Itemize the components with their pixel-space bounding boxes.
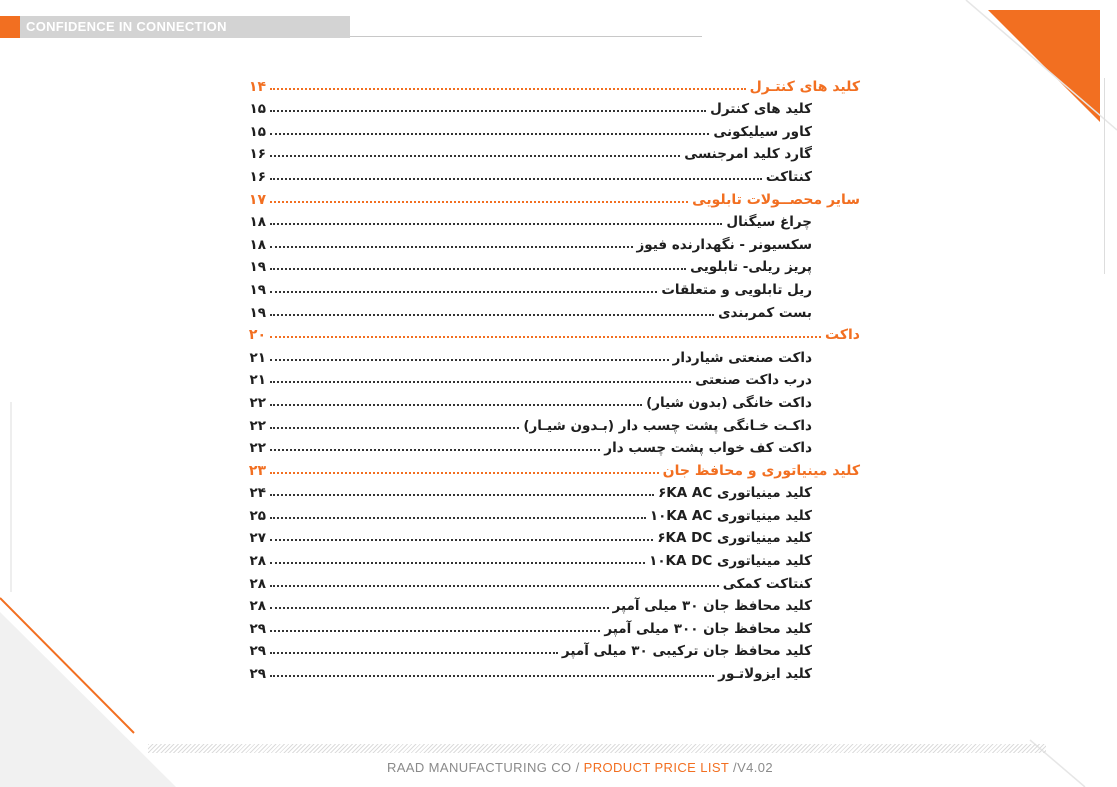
toc-page-number: ۱۹ (249, 281, 266, 298)
toc-entry-label: ریل تابلویی و متعلقات (661, 281, 812, 298)
toc-page-number: ۱۹ (249, 304, 266, 321)
right-side-rule (1104, 78, 1105, 274)
toc-leader-dots (270, 178, 762, 180)
toc-entry-label: کلید مینیاتوری ۶KA AC (658, 485, 812, 502)
toc-item-row[interactable] (244, 366, 812, 389)
footer-document-title: PRODUCT PRICE LIST (583, 760, 730, 775)
toc-page-number: ۱۸ (249, 236, 266, 253)
toc-item-row[interactable] (244, 546, 812, 569)
toc-entry-label: کنتاکت کمکی (722, 575, 812, 592)
header-rule (350, 36, 702, 37)
left-side-rule (10, 402, 12, 592)
toc-entry-label: کلید ایزولاتـور (718, 666, 812, 683)
toc-entry-label: گارد کلید امرجنسی (684, 146, 812, 163)
toc-leader-dots (270, 630, 600, 632)
toc-entry-label: داکـت خـانگی پشت چسب دار (بـدون شیـار) (523, 417, 812, 434)
toc-item-row[interactable] (244, 275, 812, 298)
toc-item-row[interactable] (244, 117, 812, 140)
toc-leader-dots (270, 133, 709, 135)
toc-entry-label: بست کمربندی (718, 304, 812, 321)
toc-leader-dots (270, 675, 714, 677)
toc-leader-dots (270, 472, 659, 474)
toc-item-row[interactable] (244, 434, 812, 457)
toc-leader-dots (270, 291, 657, 293)
toc-entry-label: کلید مینیاتوری ۱۰KA AC (649, 507, 812, 524)
toc-item-row[interactable] (244, 524, 812, 547)
toc-item-row[interactable] (244, 411, 812, 434)
toc-page-number: ۲۸ (249, 553, 266, 570)
toc-item-row[interactable] (244, 659, 812, 682)
toc-entry-label: کنتاکت (765, 168, 812, 185)
toc-leader-dots (270, 494, 654, 496)
toc-page-number: ۲۸ (249, 598, 266, 615)
toc-entry-label: کلید محافظ جان ۳۰ میلی آمپر (612, 598, 812, 615)
toc-item-row[interactable] (244, 253, 812, 276)
toc-page-number: ۲۷ (249, 530, 266, 547)
header-tagline: CONFIDENCE IN CONNECTION (26, 19, 227, 34)
toc-entry-label: پریز ریلی- تابلویی (690, 259, 812, 276)
footer-version: V4.02 (737, 760, 774, 775)
toc-page-number: ۲۹ (249, 620, 266, 637)
toc-leader-dots (270, 314, 714, 316)
toc-page-number: ۱۵ (249, 101, 266, 118)
toc-entry-label: سکسیونر - نگهدارنده فیوز (636, 236, 812, 253)
footer-hatch (148, 744, 1046, 753)
toc-item-row[interactable] (244, 162, 812, 185)
toc-leader-dots (270, 607, 609, 609)
toc-page-number: ۱۷ (248, 191, 266, 208)
toc-item-row[interactable] (244, 298, 812, 321)
toc-category-row[interactable] (244, 321, 860, 344)
toc-page-number: ۲۹ (249, 643, 266, 660)
toc-leader-dots (270, 652, 558, 654)
toc-entry-label: داکت (825, 327, 860, 344)
toc-leader-dots (270, 449, 600, 451)
top-right-orange-triangle (988, 10, 1100, 122)
toc-entry-label: سایر محصــولات تابلویی (692, 191, 860, 208)
toc-item-row[interactable] (244, 343, 812, 366)
toc-page-number: ۲۰ (248, 327, 266, 344)
toc-entry-label: کلید مینیاتوری ۶KA DC (657, 530, 812, 547)
toc-entry-label: کاور سیلیکونی (713, 123, 812, 140)
toc-entry-label: داکت کف خواب پشت چسب دار (604, 440, 812, 457)
toc-page-number: ۱۶ (249, 146, 266, 163)
toc-page-number: ۱۸ (249, 214, 266, 231)
footer-separator: / (571, 760, 584, 775)
toc-leader-dots (270, 404, 642, 406)
toc-item-row[interactable] (244, 592, 812, 615)
toc-page-number: ۲۱ (249, 349, 266, 366)
toc-entry-label: کلید مینیاتوری و محافظ جان (662, 462, 860, 479)
toc-entry-label: کلید های کنترل (710, 101, 812, 118)
toc-leader-dots (270, 201, 688, 203)
toc-leader-dots (270, 517, 646, 519)
toc-page-number: ۲۲ (249, 440, 266, 457)
toc-entry-label: چراغ سیگنال (726, 214, 812, 231)
table-of-contents (244, 72, 860, 682)
toc-item-row[interactable] (244, 230, 812, 253)
toc-leader-dots (270, 562, 645, 564)
toc-item-row[interactable] (244, 388, 812, 411)
toc-page-number: ۲۳ (248, 462, 266, 479)
toc-leader-dots (270, 381, 691, 383)
toc-item-row[interactable] (244, 140, 812, 163)
toc-leader-dots (270, 336, 821, 338)
toc-category-row[interactable] (244, 185, 860, 208)
toc-page-number: ۲۲ (249, 417, 266, 434)
toc-leader-dots (270, 88, 746, 90)
toc-entry-label: کلید های کنتـرل (749, 78, 860, 95)
toc-page-number: ۱۹ (249, 259, 266, 276)
toc-page-number: ۲۲ (249, 394, 266, 411)
toc-page-number: ۲۱ (249, 372, 266, 389)
toc-item-row[interactable] (244, 501, 812, 524)
toc-item-row[interactable] (244, 479, 812, 502)
toc-page-number: ۱۴ (248, 78, 266, 95)
toc-page-number: ۱۶ (249, 168, 266, 185)
header-accent (0, 16, 20, 38)
toc-leader-dots (270, 268, 686, 270)
toc-leader-dots (270, 110, 706, 112)
toc-item-row[interactable] (244, 637, 812, 660)
toc-entry-label: کلید محافظ جان ترکیبی ۳۰ میلی آمپر (561, 643, 812, 660)
footer (0, 760, 1117, 775)
toc-item-row[interactable] (244, 569, 812, 592)
toc-leader-dots (270, 539, 653, 541)
toc-leader-dots (270, 427, 519, 429)
toc-page-number: ۱۵ (249, 123, 266, 140)
toc-leader-dots (270, 223, 722, 225)
toc-entry-label: کلید محافظ جان ۳۰۰ میلی آمپر (604, 620, 812, 637)
toc-item-row[interactable] (244, 95, 812, 118)
toc-page-number: ۲۹ (249, 666, 266, 683)
toc-leader-dots (270, 155, 680, 157)
toc-leader-dots (270, 585, 719, 587)
toc-page-number: ۲۴ (249, 485, 266, 502)
toc-entry-label: درب داکت صنعتی (695, 372, 812, 389)
toc-page-number: ۲۸ (249, 575, 266, 592)
toc-entry-label: داکت خانگی (بدون شیار) (646, 394, 812, 411)
toc-item-row[interactable] (244, 614, 812, 637)
toc-category-row[interactable] (244, 72, 860, 95)
toc-entry-label: داکت صنعتی شیاردار (672, 349, 812, 366)
toc-entry-label: کلید مینیاتوری ۱۰KA DC (649, 553, 812, 570)
toc-item-row[interactable] (244, 208, 812, 231)
toc-leader-dots (270, 359, 669, 361)
footer-company: RAAD MANUFACTURING CO (386, 760, 572, 775)
toc-page-number: ۲۵ (249, 507, 266, 524)
toc-leader-dots (270, 246, 633, 248)
toc-category-row[interactable] (244, 456, 860, 479)
footer-separator: / (729, 760, 738, 775)
